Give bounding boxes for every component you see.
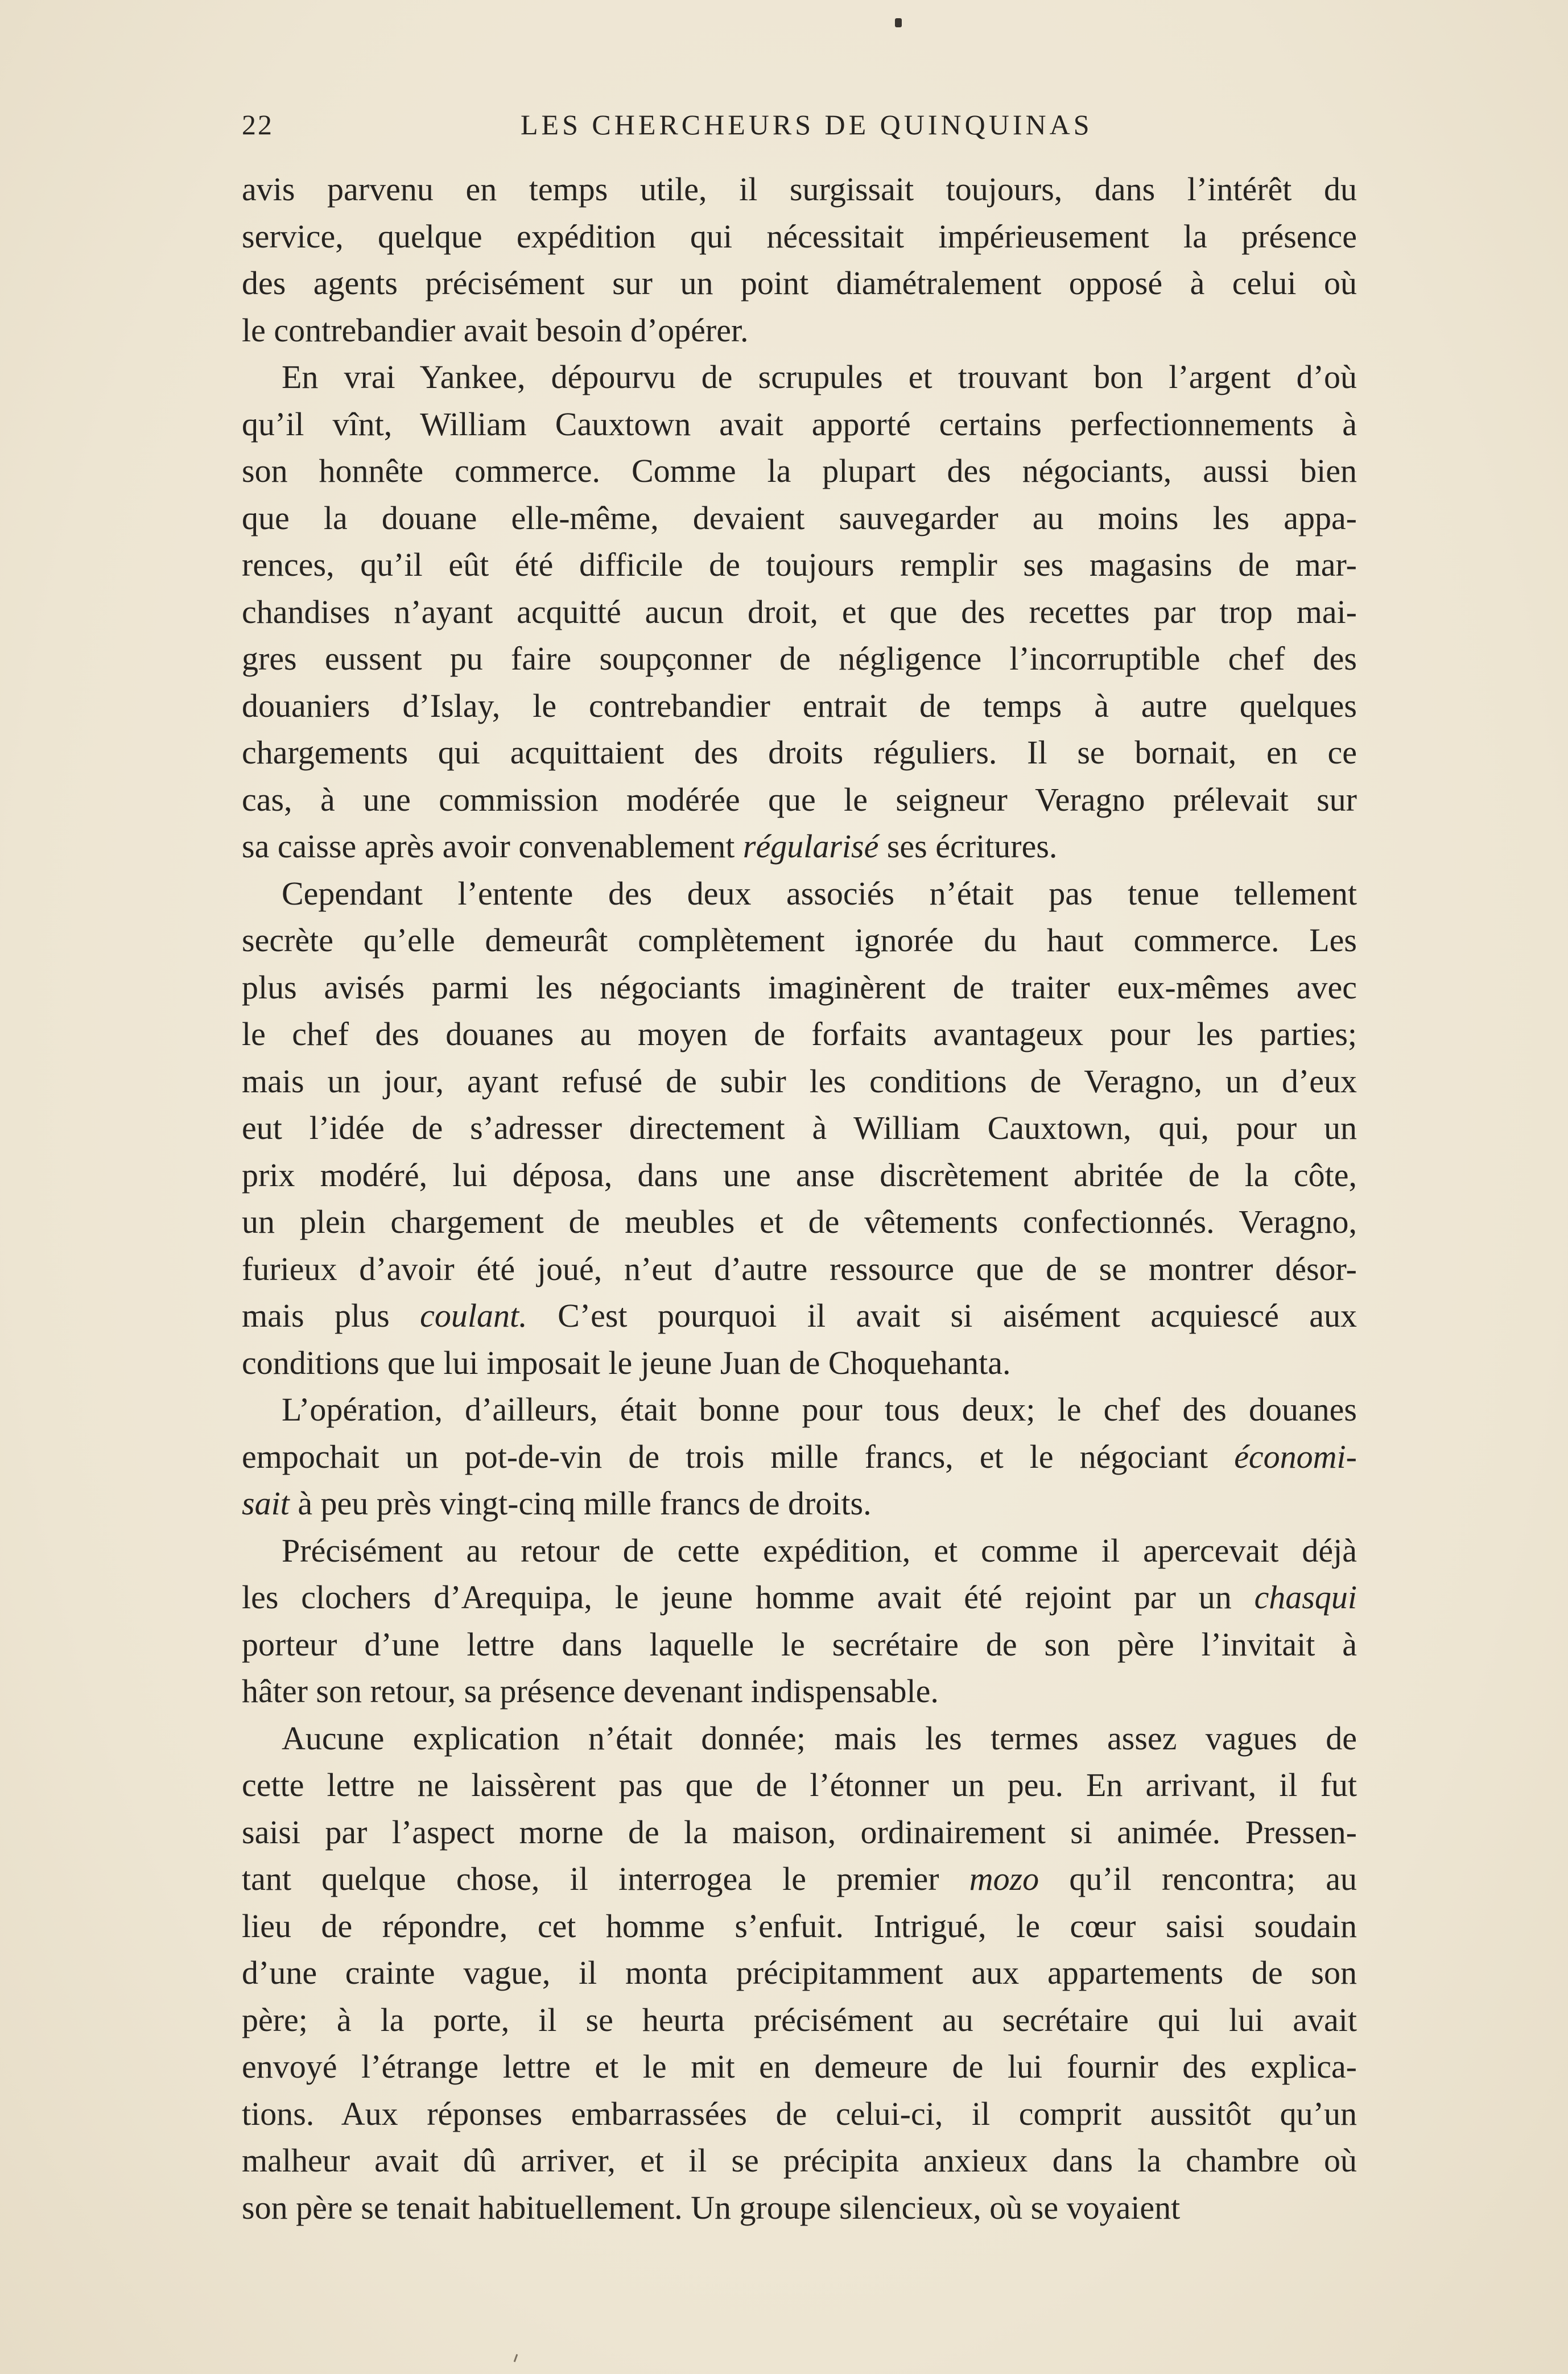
- text-line: service, quelque expédition qui nécessitait impérieusement la présence: [242, 217, 1357, 255]
- paragraph: [242, 1527, 1357, 1715]
- text-line: lieu de répondre, cet homme s’enfuit. Intrigué, le cœur saisi soudain: [242, 1907, 1357, 1944]
- text-line: En vrai Yankee, dépourvu de scrupules et trouvant bon l’argent d’où: [282, 358, 1357, 395]
- text-line: mais plus coulant. C’est pourquoi il avait si aisément acquiescé aux: [242, 1297, 1357, 1334]
- text-line: le contrebandier avait besoin d’opérer.: [242, 311, 749, 349]
- text-line: conditions que lui imposait le jeune Juan de Choquehanta.: [242, 1344, 1011, 1381]
- italic-term: chasqui: [1254, 1579, 1357, 1616]
- text-line: sa caisse après avoir convenablement régularisé ses écritures.: [242, 828, 1058, 865]
- text-line: les clochers d’Arequipa, le jeune homme avait été rejoint par un chasqui: [242, 1579, 1357, 1616]
- text-line: envoyé l’étrange lettre et le mit en demeure de lui fournir des explica-: [242, 2048, 1357, 2085]
- text-line: eut l’idée de s’adresser directement à William Cauxtown, qui, pour un: [242, 1109, 1357, 1146]
- paragraph: [242, 1386, 1357, 1527]
- ink-speck: [895, 18, 902, 27]
- text-line: qu’il vînt, William Cauxtown avait apporté certains perfectionnements à: [242, 405, 1357, 443]
- text-line: secrète qu’elle demeurât complètement ignorée du haut commerce. Les: [242, 922, 1357, 959]
- text-line: plus avisés parmi les négociants imaginèrent de traiter eux-mêmes avec: [242, 968, 1357, 1006]
- text-line: tant quelque chose, il interrogea le premier mozo qu’il rencontra; au: [242, 1860, 1357, 1897]
- text-line: rences, qu’il eût été difficile de toujours remplir ses magasins de mar-: [242, 546, 1357, 583]
- text-line: tions. Aux réponses embarrassées de celui-ci, il comprit aussitôt qu’un: [242, 2095, 1357, 2132]
- paragraph: [242, 870, 1357, 1387]
- text-line: porteur d’une lettre dans laquelle le secrétaire de son père l’invitait à: [242, 1625, 1357, 1663]
- paragraph: [242, 354, 1357, 870]
- text-line: sait à peu près vingt-cinq mille francs de droits.: [242, 1485, 872, 1522]
- text-line: douaniers d’Islay, le contrebandier entrait de temps à autre quelques: [242, 687, 1357, 724]
- running-header: [242, 108, 1357, 148]
- text-line: mais un jour, ayant refusé de subir les conditions de Veragno, un d’eux: [242, 1062, 1357, 1100]
- text-line: prix modéré, lui déposa, dans une anse discrètement abritée de la côte,: [242, 1156, 1357, 1194]
- italic-term: régularisé: [742, 828, 879, 865]
- page-number: 22: [242, 109, 274, 141]
- text-line: hâter son retour, sa présence devenant indispensable.: [242, 1673, 939, 1710]
- text-line: que la douane elle-même, devaient sauvegarder au moins les appa-: [242, 499, 1357, 536]
- text-line: furieux d’avoir été joué, n’eut d’autre ressource que de se montrer désor-: [242, 1250, 1357, 1287]
- paragraph: [242, 166, 1357, 354]
- text-line: saisi par l’aspect morne de la maison, ordinairement si animée. Pressen-: [242, 1813, 1357, 1851]
- running-title: LES CHERCHEURS DE QUINQUINAS: [521, 109, 1093, 141]
- italic-term: sait: [242, 1485, 290, 1522]
- text-line: le chef des douanes au moyen de forfaits avantageux pour les parties;: [242, 1015, 1357, 1052]
- paragraph: [242, 1715, 1357, 2232]
- text-line: d’une crainte vague, il monta précipitamment aux appartements de son: [242, 1954, 1357, 1991]
- text-line: son père se tenait habituellement. Un groupe silencieux, où se voyaient: [242, 2189, 1181, 2226]
- text-line: Précisément au retour de cette expédition, et comme il apercevait déjà: [282, 1531, 1357, 1569]
- text-line: gres eussent pu faire soupçonner de négligence l’incorruptible chef des: [242, 640, 1357, 677]
- text-line: L’opération, d’ailleurs, était bonne pour tous deux; le chef des douanes: [282, 1391, 1357, 1428]
- body-text: [242, 166, 1357, 2231]
- text-line: avis parvenu en temps utile, il surgissait toujours, dans l’intérêt du: [242, 171, 1357, 208]
- text-line: Aucune explication n’était donnée; mais les termes assez vagues de: [282, 1719, 1357, 1757]
- text-line: empochait un pot-de-vin de trois mille francs, et le négociant économi-: [242, 1438, 1357, 1475]
- text-line: malheur avait dû arriver, et il se précipita anxieux dans la chambre où: [242, 2142, 1357, 2179]
- text-line: Cependant l’entente des deux associés n’était pas tenue tellement: [282, 874, 1357, 912]
- ink-mark: [514, 2354, 518, 2362]
- text-line: cette lettre ne laissèrent pas que de l’étonner un peu. En arrivant, il fut: [242, 1766, 1357, 1803]
- text-line: un plein chargement de meubles et de vêtements confectionnés. Veragno,: [242, 1203, 1357, 1240]
- text-line: chargements qui acquittaient des droits réguliers. Il se bornait, en ce: [242, 734, 1357, 771]
- text-line: des agents précisément sur un point diamétralement opposé à celui où: [242, 265, 1357, 302]
- italic-term: mozo: [969, 1860, 1039, 1897]
- italic-term: économi-: [1234, 1438, 1357, 1475]
- text-line: son honnête commerce. Comme la plupart des négociants, aussi bien: [242, 452, 1357, 489]
- text-line: cas, à une commission modérée que le seigneur Veragno prélevait sur: [242, 781, 1357, 818]
- text-line: père; à la porte, il se heurta précisément au secrétaire qui lui avait: [242, 2001, 1357, 2038]
- italic-term: coulant.: [420, 1297, 527, 1334]
- text-line: chandises n’ayant acquitté aucun droit, et que des recettes par trop mai-: [242, 593, 1357, 630]
